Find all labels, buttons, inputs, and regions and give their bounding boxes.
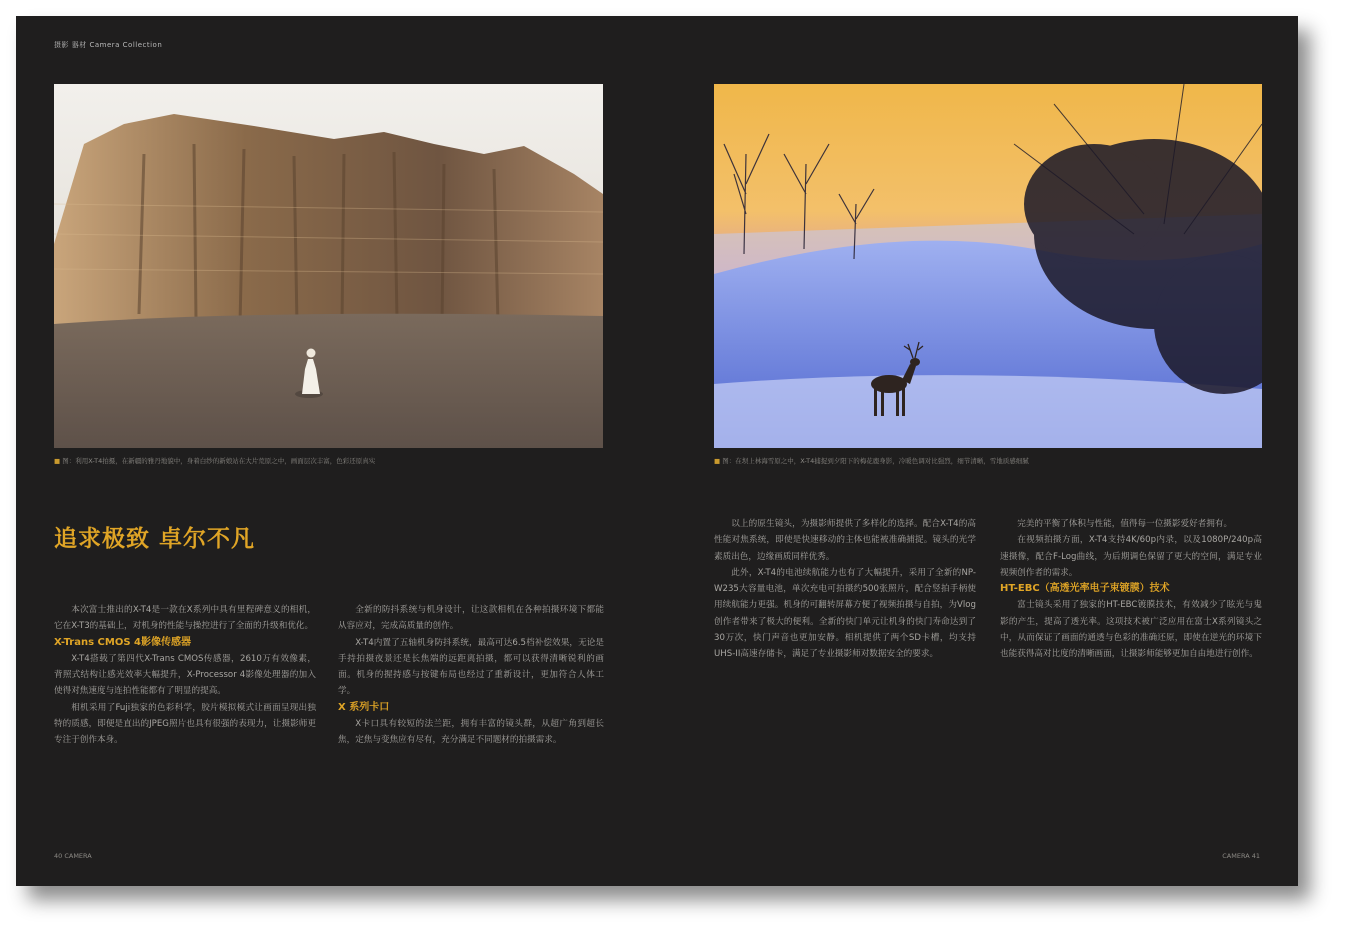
- canyon-bride-photo: [54, 84, 603, 448]
- caption-marker: ■: [54, 457, 63, 465]
- body-paragraph: 完美的平衡了体积与性能，值得每一位摄影爱好者拥有。: [1017, 519, 1233, 529]
- body-column-2: [338, 602, 604, 832]
- body-column-1: [54, 602, 316, 832]
- right-caption-text: 图：在坝上林海雪原之中，X-T4捕捉到夕阳下的梅花鹿身影，冷暖色调对比强烈，细节清晰，雪地质感细腻: [722, 457, 1029, 465]
- body-paragraph: 全新的防抖系统与机身设计，让这款相机在各种拍摄环境下都能从容应对，完成高质量的创作。: [338, 605, 604, 632]
- article-headline: 追求极致 卓尔不凡: [54, 526, 256, 552]
- body-paragraph: 本次富士推出的X-T4是一款在X系列中具有里程碑意义的相机，它在X-T3的基础上，对机身的性能与操控进行了全面的升级和优化。: [54, 605, 316, 632]
- left-caption-text: 图：利用X-T4拍摄，在新疆的雅丹地貌中，身着白纱的新娘站在大片荒原之中，画面层次丰富，色彩还原真实: [62, 457, 376, 465]
- snow-deer-photo: [714, 84, 1262, 448]
- body-paragraph: X-T4搭载了第四代X-Trans CMOS传感器，2610万有效像素，背照式结构让感光效率大幅提升，X-Processor 4影像处理器的加入使得对焦速度与连拍性能都有了明显的提高。: [54, 653, 316, 697]
- folio-right: CAMERA 41: [1222, 852, 1260, 860]
- body-column-4: [1000, 516, 1262, 832]
- body-paragraph: 在视频拍摄方面，X-T4支持4K/60p内录，以及1080P/240p高速摄像，配合F-Log曲线，为后期调色保留了更大的空间，满足专业视频创作者的需求。: [1000, 535, 1262, 578]
- magazine-spread: [16, 16, 1298, 886]
- section-subhead: X-Trans CMOS 4影像传感器: [54, 636, 191, 648]
- section-subhead: HT-EBC（高透光率电子束镀膜）技术: [1000, 583, 1170, 595]
- body-paragraph: X卡口具有较短的法兰距，拥有丰富的镜头群，从超广角到超长焦，定焦与变焦应有尽有，充分满足不同题材的拍摄需求。: [338, 719, 604, 746]
- body-paragraph: X-T4内置了五轴机身防抖系统，最高可达6.5档补偿效果，无论是手持拍摄夜景还是长焦端的远距离拍摄，都可以获得清晰锐利的画面。机身的握持感与按键布局也经过了重新设计，更加符合人体工学。: [338, 637, 604, 697]
- body-paragraph: 以上的原生镜头，为摄影师提供了多样化的选择。配合X-T4的高性能对焦系统，即使是快速移动的主体也能被准确捕捉。镜头的光学素质出色，边缘画质同样优秀。: [714, 519, 976, 562]
- right-photo-caption: [714, 456, 1262, 465]
- body-paragraph: 相机采用了Fuji独家的色彩科学，胶片模拟模式让画面呈现出独特的质感，即便是直出的JPEG照片也具有很强的表现力，让摄影师更专注于创作本身。: [54, 702, 316, 746]
- body-paragraph: 此外，X-T4的电池续航能力也有了大幅提升，采用了全新的NP-W235大容量电池，单次充电可拍摄约500张照片，配合竖拍手柄使用续航能力更强。机身的可翻转屏幕方便了视频拍摄与自拍，为Vlog创作者带来了极大的便利。全新的快门单元让机身的快门寿命达到了30万次，快门声音也更加安静。相机提供了两个SD卡槽，均支持UHS-II高速存储卡，满足了专业摄影师对数据安全的要求。: [714, 567, 976, 660]
- left-photo-caption: [54, 456, 603, 465]
- caption-marker: ■: [714, 457, 723, 465]
- folio-left: 40 CAMERA: [54, 852, 92, 860]
- section-header: 摄影 器材 Camera Collection: [54, 41, 163, 49]
- body-column-3: [714, 516, 976, 832]
- section-subhead: X 系列卡口: [338, 701, 390, 713]
- body-paragraph: 富士镜头采用了独家的HT-EBC镀膜技术，有效减少了眩光与鬼影的产生，提高了透光率。这项技术被广泛应用在富士X系列镜头之中，从而保证了画面的通透与色彩的准确还原，即使在逆光的环境下也能获得高对比度的清晰画面，让摄影师能够更加自由地进行创作。: [1000, 600, 1262, 660]
